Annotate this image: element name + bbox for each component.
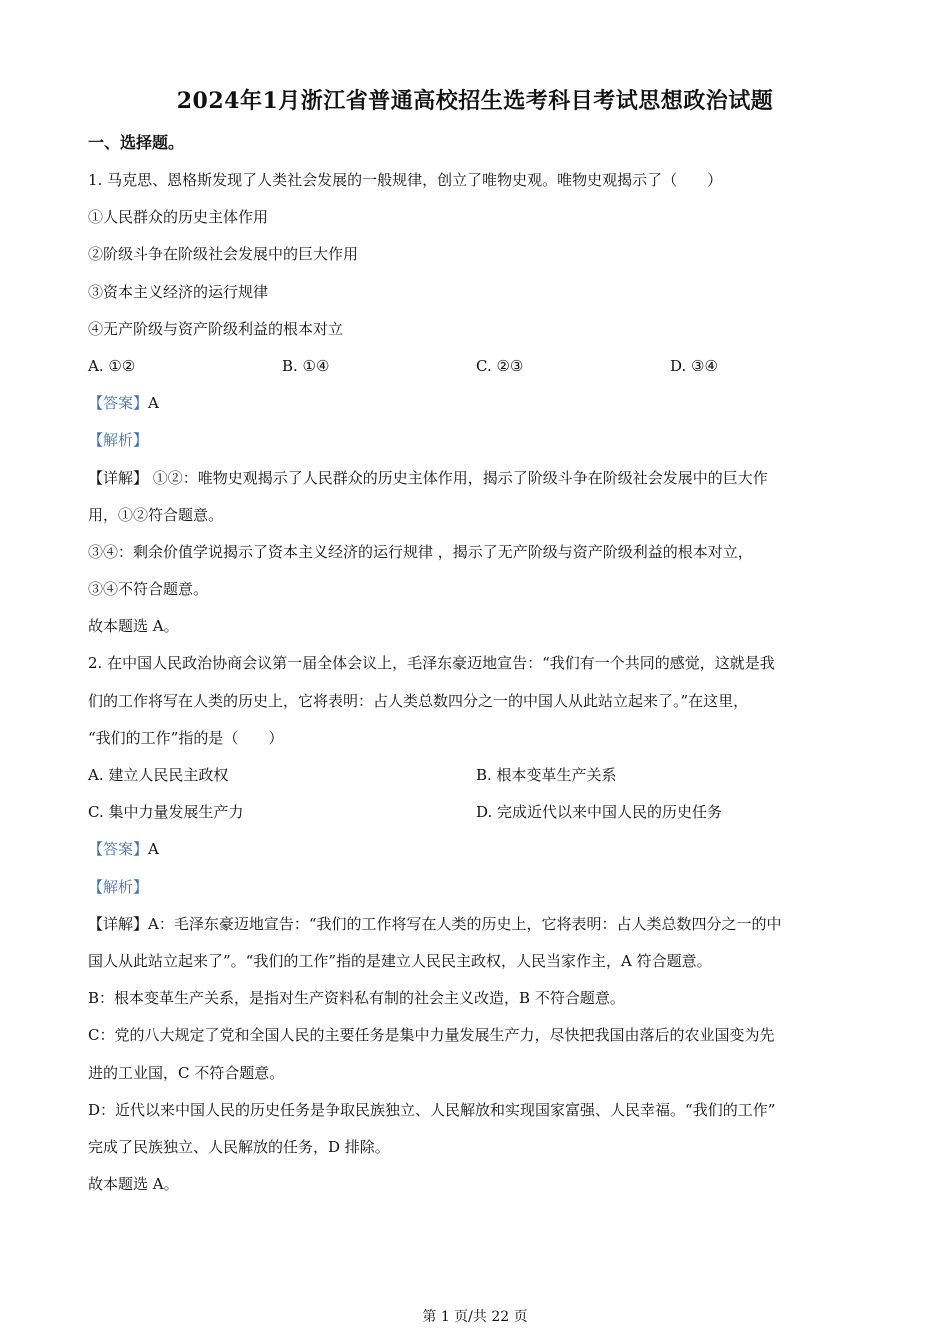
question-2-detail-line: 进的工业国，C 不符合题意。 [88, 1063, 285, 1082]
analysis-tag: 【解析】 [88, 877, 149, 896]
option-b: B. 根本变革生产关系 [476, 766, 617, 784]
question-1-options [88, 348, 864, 385]
question-1-stem: 1. 马克思、恩格斯发现了人类社会发展的一般规律，创立了唯物史观。唯物史观揭示了（ ） [88, 171, 723, 189]
question-2-detail-line: 国人从此站立起来了”。“我们的工作”指的是建立人民民主政权，人民当家作主，A 符合题意。 [88, 951, 712, 970]
question-2-detail-line: C：党的八大规定了党和全国人民的主要任务是集中力量发展生产力，尽快把我国由落后的农业国变为先 [88, 1026, 775, 1045]
question-2-detail-line: 完成了民族独立、人民解放的任务，D 排除。 [88, 1137, 390, 1156]
question-1-detail [88, 460, 864, 497]
option-d: D. 完成近代以来中国人民的历史任务 [476, 803, 723, 822]
question-1-detail-line: 用，①②符合题意。 [88, 505, 224, 524]
page-title: 2024年1月浙江省普通高校招生选考科目考试思想政治试题 [176, 88, 774, 114]
question-1-detail-line: ③④：剩余价值学说揭示了资本主义经济的运行规律 ，揭示了无产阶级与资产阶级利益的根本对立， [88, 542, 753, 561]
question-2-stem-line: “我们的工作”指的是（ ） [88, 728, 284, 747]
answer-tag: 【答案】 [88, 840, 149, 859]
question-1-detail-line: ③④不符合题意。 [88, 580, 209, 599]
page-number: 第 1 页/共 22 页 [422, 1309, 528, 1325]
question-2-options-row [88, 757, 864, 794]
answer-value: A [148, 394, 159, 413]
question-1-conclusion: 故本题选 A。 [88, 617, 179, 636]
option-a: A. 建立人民民主政权 [88, 766, 229, 784]
detail-text: ①②：唯物史观揭示了人民群众的历史主体作用，揭示了阶级斗争在阶级社会发展中的巨大作 [152, 468, 768, 487]
question-2-analysis [88, 869, 864, 906]
question-2-detail [88, 906, 864, 943]
option-b: B. ①④ [282, 356, 330, 375]
answer-value: A [148, 840, 159, 859]
question-1-item: ④无产阶级与资产阶级利益的根本对立 [88, 319, 344, 338]
detail-tag: 【详解】 [88, 468, 149, 487]
option-c: C. 集中力量发展生产力 [88, 803, 244, 822]
option-d: D. ③④ [670, 356, 718, 375]
question-1-analysis [88, 422, 864, 459]
question-2-detail-line: D：近代以来中国人民的历史任务是争取民族独立、人民解放和实现国家富强、人民幸福。“我们的工作” [88, 1100, 776, 1119]
question-1-item: ③资本主义经济的运行规律 [88, 282, 269, 301]
question-2-stem-line: 们的工作将写在人类的历史上，它将表明：占人类总数四分之一的中国人从此站立起来了。”在这里， [88, 691, 749, 710]
question-1-answer [88, 385, 864, 422]
question-1-item: ①人民群众的历史主体作用 [88, 208, 269, 227]
detail-text: A：毛泽东豪迈地宣告：“我们的工作将写在人类的历史上，它将表明：占人类总数四分之一的中 [148, 914, 782, 933]
analysis-tag: 【解析】 [88, 431, 149, 450]
question-1-item: ②阶级斗争在阶级社会发展中的巨大作用 [88, 245, 359, 264]
detail-tag: 【详解】 [88, 914, 149, 933]
answer-tag: 【答案】 [88, 394, 149, 413]
question-2-detail-line: B：根本变革生产关系，是指对生产资料私有制的社会主义改造，B 不符合题意。 [88, 989, 625, 1008]
question-2-stem: 2. 在中国人民政治协商会议第一届全体会议上，毛泽东豪迈地宣告：“我们有一个共同的感觉，这就是我 [88, 654, 775, 673]
option-a: A. ①② [88, 356, 136, 375]
document-body [88, 162, 864, 1203]
question-2-options-row [88, 794, 864, 831]
option-c: C. ②③ [476, 356, 524, 375]
question-2-answer [88, 831, 864, 868]
question-2-conclusion: 故本题选 A。 [88, 1175, 179, 1194]
section-heading: 一、选择题。 [88, 133, 185, 152]
